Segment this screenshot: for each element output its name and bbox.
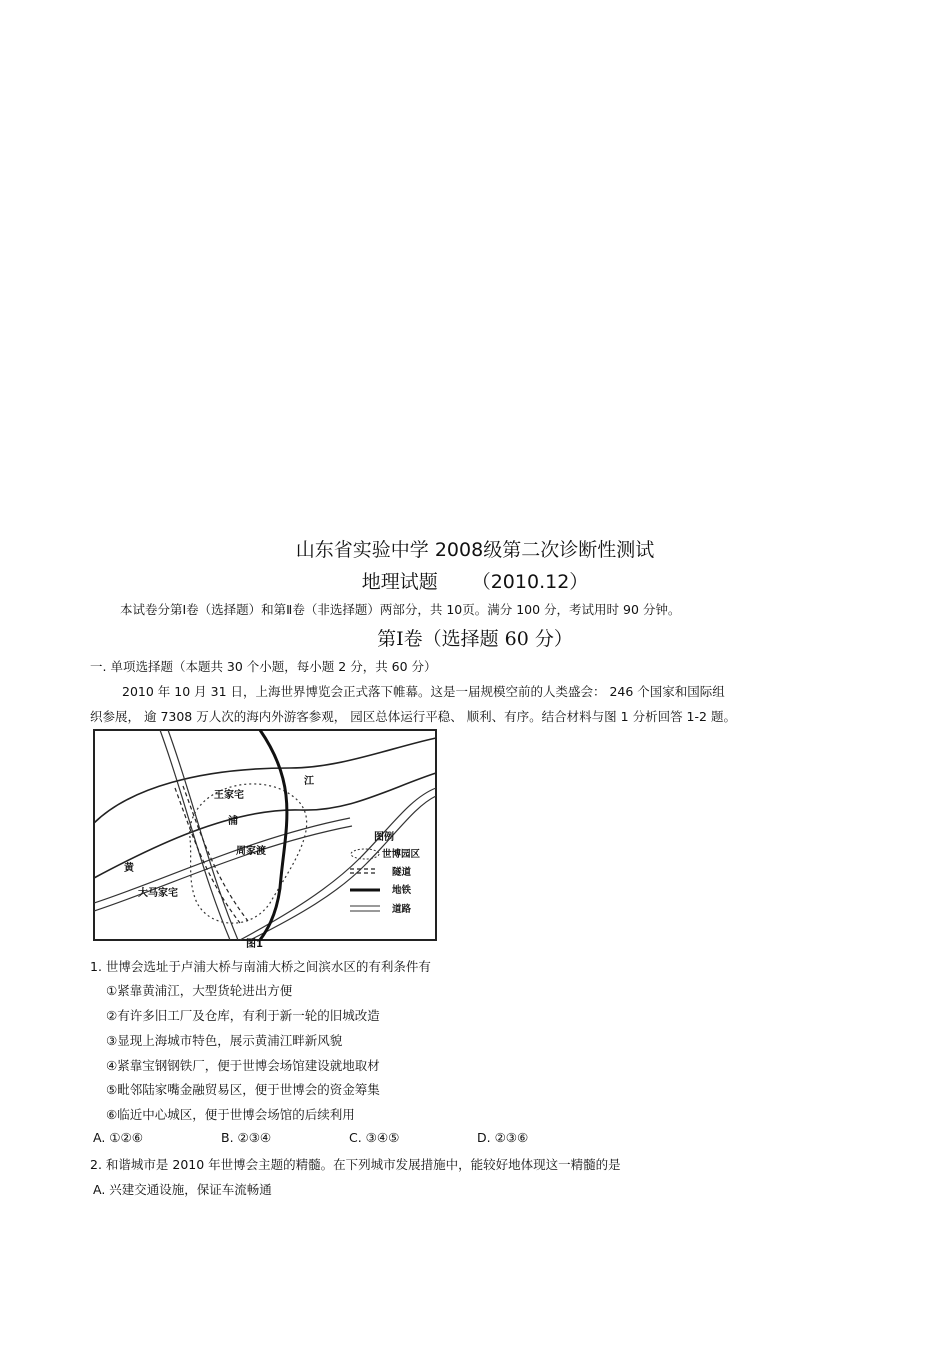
exam-title: 山东省实验中学 2008级第二次诊断性测试: [295, 539, 655, 561]
label-damajiazhai: 大马家宅: [138, 888, 178, 899]
part-title: 第Ⅰ卷（选择题 60 分）: [377, 628, 573, 650]
legend-item-expo: 世博园区: [382, 849, 421, 860]
label-huang: 黄: [124, 863, 134, 874]
legend-item-metro: 地铁: [392, 885, 412, 896]
label-zhoujiadu: 周家渡: [236, 846, 266, 857]
question-1-option-6: ⑥临近中心城区，便于世博会场馆的后续利用: [106, 1107, 355, 1122]
question-1-stem: 1. 世博会选址于卢浦大桥与南浦大桥之间滨水区的有利条件有: [90, 959, 431, 974]
material-paragraph-line1: 2010 年 10 月 31 日，上海世界博览会正式落下帷幕。这是一届规模空前的人类盛会： 246 个国家和国际组: [122, 684, 725, 699]
subject-title: [0, 567, 950, 594]
choice-a[interactable]: A. ①②⑥: [93, 1130, 143, 1145]
label-pu: 浦: [228, 816, 238, 827]
question-1-option-5: ⑤毗邻陆家嘴金融贸易区，便于世博会的资金筹集: [106, 1082, 380, 1097]
legend-item-tunnel: 隧道: [392, 867, 412, 878]
material-paragraph-line2: 织参展， 逾 7308 万人次的海内外游客参观， 园区总体运行平稳、 顺利、有序。结合材料与图 1 分析回答 1-2 题。: [90, 709, 736, 724]
question-1-option-4: ④紧靠宝钢钢铁厂，便于世博会场馆建设就地取材: [106, 1058, 380, 1073]
question-2-stem: 2. 和谐城市是 2010 年世博会主题的精髓。在下列城市发展措施中，能较好地体现这一精髓的是: [90, 1157, 621, 1172]
question-1-option-2: ②有许多旧工厂及仓库，有利于新一轮的旧城改造: [106, 1008, 380, 1023]
choice-c[interactable]: C. ③④⑤: [349, 1130, 400, 1145]
exam-date: （2010.12）: [471, 571, 589, 593]
choice-d[interactable]: D. ②③⑥: [477, 1130, 529, 1145]
label-jiang: 江: [304, 776, 314, 787]
subject-name: 地理试题: [361, 571, 438, 593]
question-1-option-3: ③显现上海城市特色，展示黄浦江畔新风貌: [106, 1033, 343, 1048]
exam-intro: 本试卷分第Ⅰ卷（选择题）和第Ⅱ卷（非选择题）两部分，共 10页。满分 100 分，考试用时 90 分钟。: [120, 602, 681, 617]
question-1-option-1: ①紧靠黄浦江，大型货轮进出方便: [106, 983, 293, 998]
section-heading: 一. 单项选择题（本题共 30 个小题，每小题 2 分，共 60 分）: [90, 659, 437, 674]
map-svg: [90, 728, 442, 948]
question-2-option-a[interactable]: A. 兴建交通设施，保证车流畅通: [93, 1182, 272, 1197]
choice-b[interactable]: B. ②③④: [221, 1130, 272, 1145]
question-1-choices: [93, 1130, 528, 1145]
label-wangjiazhai: 王家宅: [214, 790, 244, 801]
figure-1-map: [90, 728, 442, 948]
figure-caption: 图1: [246, 939, 263, 948]
legend-title: 图例: [374, 832, 394, 843]
legend-item-road: 道路: [392, 904, 412, 915]
